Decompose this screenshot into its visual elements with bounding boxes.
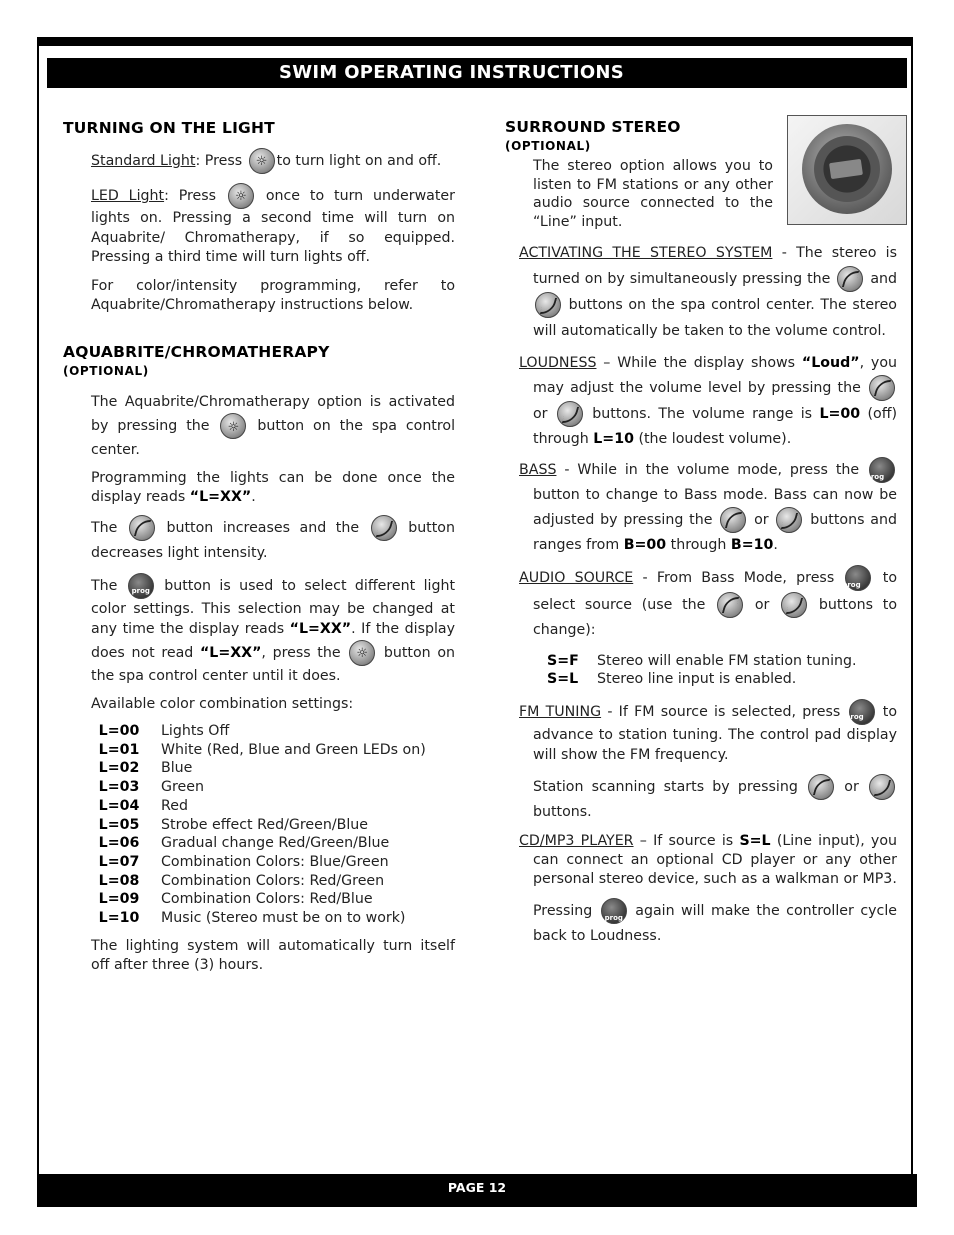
- down-arrow-button-icon: [869, 774, 895, 800]
- source-code-row: [547, 670, 857, 689]
- up-arrow-button-icon: [720, 507, 746, 533]
- aquabrite-para-1: The Aquabrite/Chromatherapy option is activated by pressing the ☼ button on the spa control center.: [91, 391, 455, 461]
- color-code-description: Gradual change Red/Green/Blue: [161, 835, 390, 852]
- color-code-code: L=04: [98, 797, 140, 814]
- color-code-code: L=05: [98, 816, 140, 833]
- light-heading: TURNING ON THE LIGHT: [63, 119, 275, 137]
- source-code-code: S=L: [547, 671, 579, 688]
- color-code-code: L=09: [98, 891, 140, 908]
- color-code-description: White (Red, Blue and Green LEDs on): [161, 741, 426, 758]
- prog-button-icon: [128, 573, 154, 599]
- down-arrow-button-icon: [557, 401, 583, 427]
- up-arrow-button-icon: [717, 592, 743, 618]
- activating-stereo: ACTIVATING THE STEREO SYSTEM - The stereo is turned on by simultaneously pressing the and buttons on the spa control center. The stereo will automatically be taken to the volume control.: [519, 245, 898, 339]
- light-button-icon: [228, 183, 254, 209]
- stereo-optional: (OPTIONAL): [505, 139, 591, 153]
- color-code-description: Combination Colors: Red/Blue: [161, 891, 373, 908]
- left-column: [63, 119, 455, 975]
- title-bar: [47, 58, 907, 88]
- color-code-row: [91, 909, 426, 928]
- color-code-description: Lights Off: [161, 723, 230, 739]
- fm-tuning-text: FM TUNING - If FM source is selected, press prog to advance to station tuning. The control pad display will show the FM frequency.: [519, 699, 897, 765]
- source-code-code: S=F: [547, 652, 579, 669]
- color-code-code: L=08: [98, 872, 140, 889]
- aquabrite-para-3: The button increases and the button decreases light intensity.: [91, 515, 455, 565]
- stereo-heading: SURROUND STEREO: [505, 118, 681, 136]
- page-title: SWIM OPERATING INSTRUCTIONS: [279, 62, 625, 83]
- up-arrow-button-icon: [837, 266, 863, 292]
- pressing-again-text: Pressing prog again will make the controller cycle back to Loudness.: [533, 898, 897, 949]
- color-code-row: [91, 890, 426, 909]
- color-code-description: Music (Stereo must be on to work): [161, 910, 406, 927]
- down-arrow-button-icon: [535, 292, 561, 318]
- down-arrow-button-icon: [776, 507, 802, 533]
- up-arrow-button-icon: [869, 375, 895, 401]
- color-code-code: L=07: [98, 853, 140, 870]
- down-arrow-button-icon: [371, 515, 397, 541]
- color-code-description: Red: [161, 797, 188, 814]
- aquabrite-para-2: Programming the lights can be done once the display reads “L=XX”.: [91, 469, 455, 505]
- right-column: [505, 118, 897, 949]
- source-codes-table: [547, 652, 857, 689]
- loudness-text: LOUDNESS – While the display shows “Loud”, you may adjust the volume level by pressing the or buttons. The volume range is L=00 (off) through L=10 (the loudest volume).: [519, 355, 898, 447]
- color-code-row: [91, 759, 426, 778]
- color-code-code: L=02: [98, 760, 140, 777]
- color-code-code: L=03: [98, 779, 140, 796]
- light-button-icon: [249, 148, 275, 174]
- up-arrow-button-icon: [808, 774, 834, 800]
- up-arrow-button-icon: [129, 515, 155, 541]
- color-code-description: Strobe effect Red/Green/Blue: [161, 816, 368, 833]
- color-code-row: [91, 797, 426, 816]
- prog-button-icon: [601, 898, 627, 924]
- down-arrow-button-icon: [781, 592, 807, 618]
- prog-button-icon: [869, 457, 895, 483]
- audio-source-text: AUDIO SOURCE - From Bass Mode, press prog to select source (use the or buttons to change):: [519, 565, 897, 644]
- color-code-row: [91, 722, 426, 741]
- color-code-row: [91, 872, 426, 891]
- aquabrite-para-4: The prog button is used to select different light color settings. This selection may be changed at any time the display reads “L=XX”. If the display does not read “L=XX”, press the ☼ button on the spa control center until it does.: [91, 573, 455, 687]
- aquabrite-optional: (OPTIONAL): [63, 363, 149, 378]
- aquabrite-heading: AQUABRITE/CHROMATHERAPY: [63, 342, 330, 361]
- page-number: PAGE 12: [447, 1180, 507, 1195]
- color-code-description: Blue: [161, 760, 193, 777]
- prog-button-icon: [845, 565, 871, 591]
- bass-text: BASS - While in the volume mode, press the prog button to change to Bass mode. Bass can now be adjusted by pressing the or buttons and ranges from B=00 through B=10.: [519, 457, 897, 557]
- color-code-row: [91, 853, 426, 872]
- color-code-row: [91, 834, 426, 853]
- source-code-description: Stereo will enable FM station tuning.: [597, 652, 857, 669]
- refer-text: For color/intensity programming, refer to Aquabrite/Chromatherapy instructions below.: [91, 277, 455, 313]
- color-code-description: Green: [161, 779, 204, 796]
- color-codes-table: [91, 722, 426, 928]
- standard-light-text: Standard Light: Press ☼ to turn light on and off.: [91, 148, 455, 174]
- footer-bar: [37, 1174, 917, 1207]
- source-code-description: Stereo line input is enabled.: [597, 671, 797, 688]
- light-button-icon: [349, 640, 375, 666]
- source-code-row: [547, 652, 857, 671]
- available-settings: Available color combination settings:: [91, 696, 354, 712]
- color-code-code: L=00: [98, 723, 140, 739]
- color-code-description: Combination Colors: Blue/Green: [161, 853, 389, 870]
- color-code-row: [91, 816, 426, 835]
- stereo-intro: The stereo option allows you to listen to FM stations or any other audio source connected to the “Line” input.: [533, 158, 773, 230]
- color-code-code: L=06: [98, 835, 140, 852]
- color-code-description: Combination Colors: Red/Green: [161, 872, 385, 889]
- cd-mp3-text: CD/MP3 PLAYER – If source is S=L (Line input), you can connect an optional CD player or any other personal stereo device, such as a walkman or MP3.: [519, 832, 897, 887]
- station-scan-text: Station scanning starts by pressing or buttons.: [533, 774, 897, 824]
- prog-button-icon: [849, 699, 875, 725]
- color-code-code: L=01: [98, 741, 140, 758]
- color-code-code: L=10: [98, 910, 140, 927]
- light-button-icon: [220, 413, 246, 439]
- led-light-text: LED Light: Press ☼ once to turn underwater lights on. Pressing a second time will turn on Aquabrite/ Chromatherapy, if so equipped. Pressing a third time will turn lights off.: [91, 183, 455, 268]
- color-code-row: [91, 741, 426, 760]
- auto-off-text: The lighting system will automatically turn itself off after three (3) hours.: [91, 937, 455, 973]
- color-code-row: [91, 778, 426, 797]
